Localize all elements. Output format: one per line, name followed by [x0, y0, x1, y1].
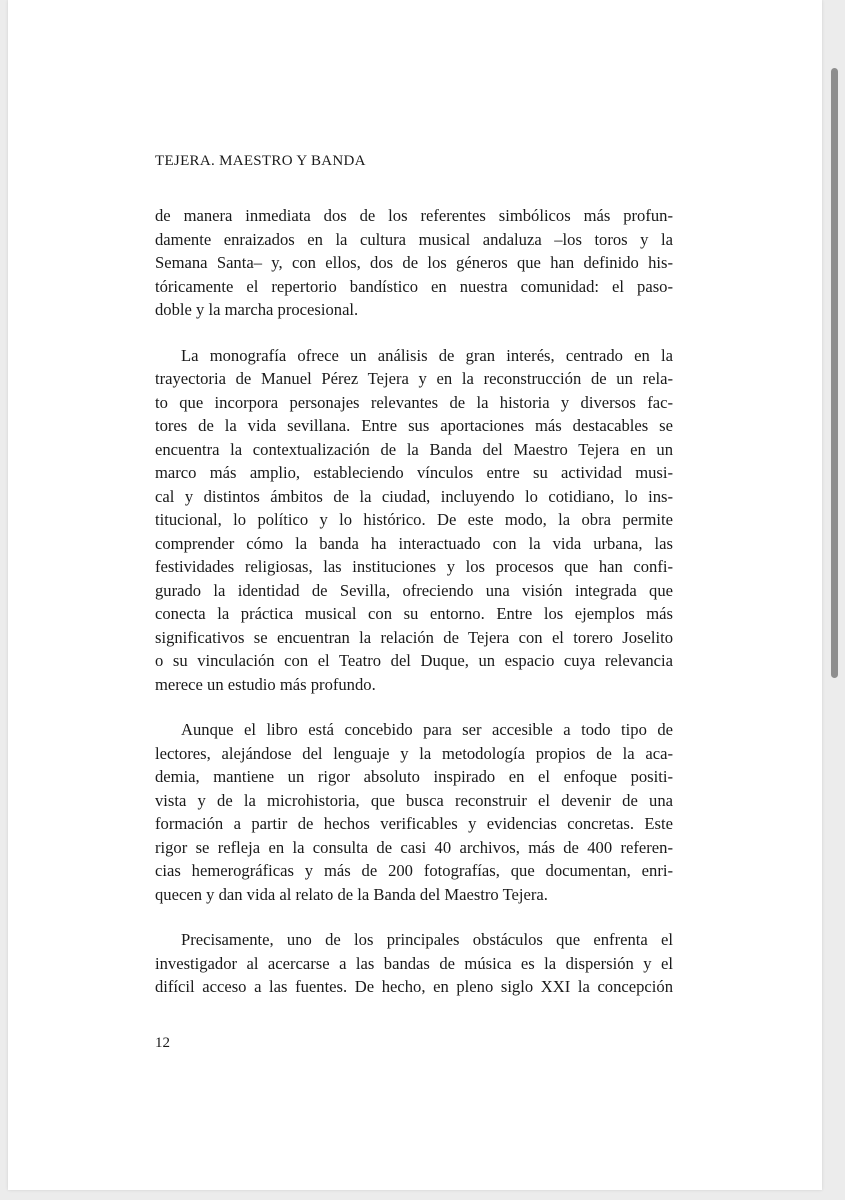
text-line: conecta la práctica musical con su entorno. Entre los ejemplos más: [155, 604, 673, 623]
text-line: Precisamente, uno de los principales obstáculos que enfrenta el: [181, 930, 673, 949]
text-line: formación a partir de hechos verificables y evidencias concretas. Este: [155, 814, 673, 833]
text-line: o su vinculación con el Teatro del Duque, un espacio cuya relevancia: [155, 651, 673, 670]
text-line: de manera inmediata dos de los referentes simbólicos más profun-: [155, 206, 673, 225]
text-line: marco más amplio, estableciendo vínculos entre su actividad musi-: [155, 463, 673, 482]
text-line: lectores, alejándose del lenguaje y la metodología propios de la aca-: [155, 743, 673, 763]
text-line: gurado la identidad de Sevilla, ofreciendo una visión integrada que: [155, 580, 673, 600]
text-line: difícil acceso a las fuentes. De hecho, en pleno siglo XXI la concepción: [155, 977, 673, 996]
text-line: cal y distintos ámbitos de la ciudad, incluyendo lo cotidiano, lo ins-: [155, 486, 673, 506]
vertical-scrollbar[interactable]: [829, 62, 840, 1182]
scrollbar-thumb[interactable]: [831, 68, 838, 678]
text-line: trayectoria de Manuel Pérez Tejera y en la reconstrucción de un rela-: [155, 369, 673, 388]
text-line: encuentra la contextualización de la Banda del Maestro Tejera en un: [155, 439, 673, 459]
text-line: to que incorpora personajes relevantes de la historia y diversos fac-: [155, 392, 673, 412]
paragraph-2: [155, 344, 673, 697]
body-text: [155, 204, 673, 1021]
text-line: La monografía ofrece un análisis de gran interés, centrado en la: [181, 345, 673, 365]
page-number: 12: [155, 1035, 170, 1051]
text-line: tores de la vida sevillana. Entre sus aportaciones más destacables se: [155, 416, 673, 435]
text-line: significativos se encuentran la relación de Tejera con el torero Joselito: [155, 627, 673, 647]
paragraph-3: [155, 718, 673, 906]
text-line: comprender cómo la banda ha interactuado con la vida urbana, las: [155, 533, 673, 553]
document-page: [8, 0, 822, 1190]
paragraph-1: [155, 204, 673, 322]
paragraph-4: [155, 928, 673, 999]
text-line: cias hemerográficas y más de 200 fotografías, que documentan, enri-: [155, 861, 673, 880]
text-line: festividades religiosas, las instituciones y los procesos que han confi-: [155, 557, 673, 576]
text-line: tóricamente el repertorio bandístico en nuestra comunidad: el paso-: [155, 276, 673, 296]
text-line: quecen y dan vida al relato de la Banda del Maestro Tejera.: [155, 884, 548, 904]
text-line: demia, mantiene un rigor absoluto inspirado en el enfoque positi-: [155, 767, 673, 786]
text-line: Semana Santa– y, con ellos, dos de los géneros que han definido his-: [155, 253, 673, 272]
text-line: rigor se refleja en la consulta de casi 40 archivos, más de 400 referen-: [155, 837, 673, 857]
running-head: TEJERA. MAESTRO Y BANDA: [155, 153, 366, 169]
text-line: damente enraizados en la cultura musical andaluza –los toros y la: [155, 229, 673, 249]
text-line: titucional, lo político y lo histórico. De este modo, la obra permite: [155, 510, 673, 529]
text-line: Aunque el libro está concebido para ser accesible a todo tipo de: [181, 720, 673, 739]
text-line: vista y de la microhistoria, que busca reconstruir el devenir de una: [155, 790, 673, 810]
text-line: investigador al acercarse a las bandas de música es la dispersión y el: [155, 953, 673, 973]
text-line: doble y la marcha procesional.: [155, 300, 359, 319]
text-line: merece un estudio más profundo.: [155, 674, 376, 694]
